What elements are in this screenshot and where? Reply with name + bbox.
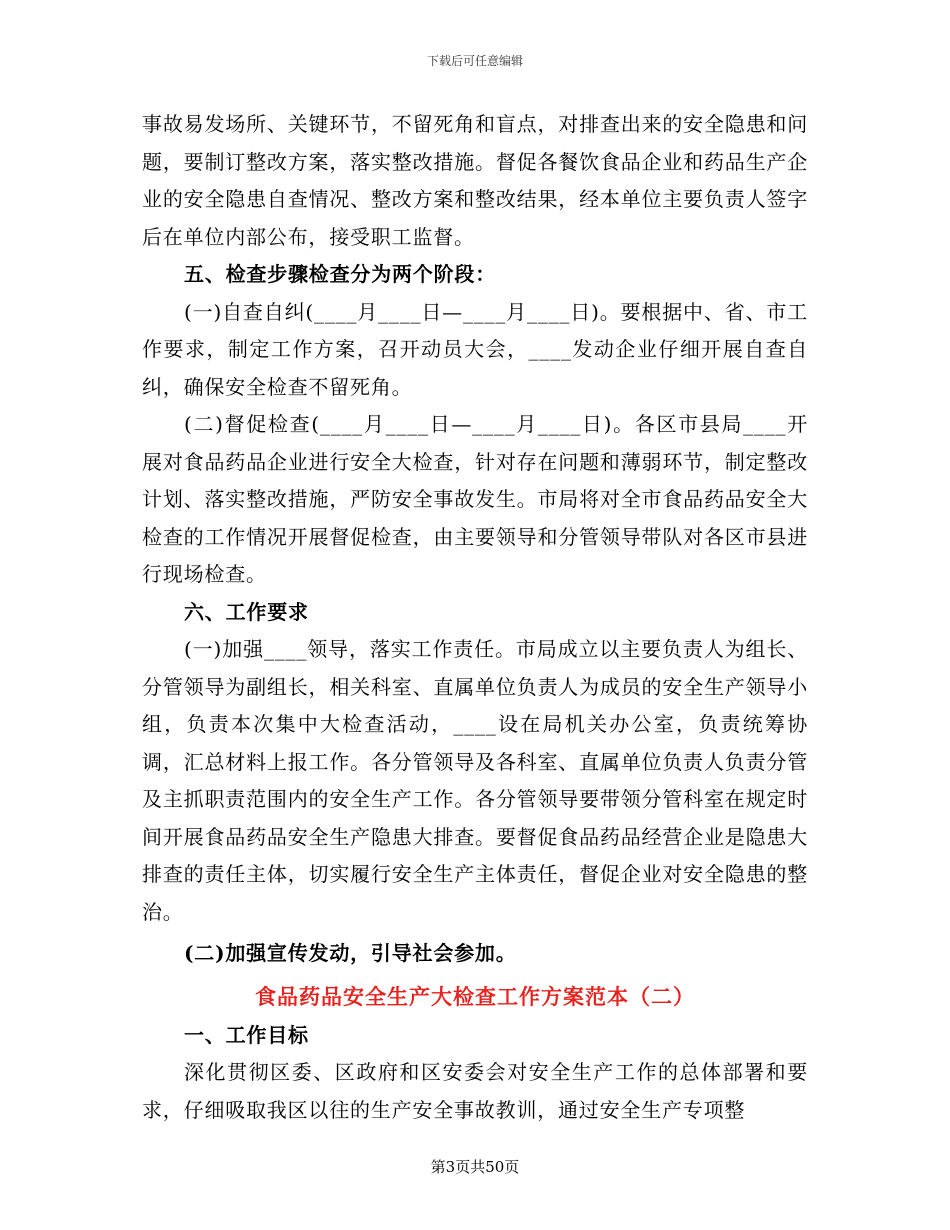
paragraph-strengthen-leadership: (一)加强____领导，落实工作责任。市局成立以主要负责人为组长、分管领导为副组长，相关科室、直属单位负责人为成员的安全生产领导小组，负责本次集中大检查活动，____设在局机关办公室，负责统筹协调，汇总材料上报工作。各分管领导及各科室、直属单位负责人负责分管及主抓职责范围内的安全生产工作。各分管领导要带领分管科室在规定时间开展食品药品安全生产隐患大排查。要督促食品药品经营企业是隐患大排查的责任主体，切实履行安全生产主体责任，督促企业对安全隐患的整治。 [142, 637, 808, 924]
paragraph-supervision-inspection: (二)督促检查(____月____日—____月____日)。各区市县局____开展对食品药品企业进行安全大检查，针对存在问题和薄弱环节，制定整改计划、落实整改措施，严防安全事故发生。市局将对全市食品药品安全大检查的工作情况开展督促检查，由主要领导和分管领导带队对各区市县进行现场检查。 [142, 412, 808, 586]
page-footer: 第3页共50页 [430, 1158, 520, 1176]
paragraph-self-inspection: (一)自查自纠(____月____日—____月____日)。要根据中、省、市工作要求，制定工作方案，召开动员大会，____发动企业仔细开展自查自纠，确保安全检查不留死角。 [142, 299, 808, 399]
paragraph-work-goals: 深化贯彻区委、区政府和区安委会对安全生产工作的总体部署和要求，仔细吸取我区以往的生产安全事故教训，通过安全生产专项整 [142, 1060, 808, 1122]
section-heading-inspection-steps: 五、检查步骤检查分为两个阶段： [184, 262, 496, 286]
document-section-title: 食品药品安全生产大检查工作方案范本（二） [255, 984, 695, 1009]
subheading-publicity: (二)加强宣传发动，引导社会参加。 [184, 941, 517, 965]
page-header: 下载后可任意编辑 [426, 54, 523, 68]
section-heading-work-requirements: 六、工作要求 [184, 599, 309, 624]
paragraph-continuation: 事故易发场所、关键环节，不留死角和盲点，对排查出来的安全隐患和问题，要制订整改方案，落实整改措施。督促各餐饮食品企业和药品生产企业的安全隐患自查情况、整改方案和整改结果，经本单位主要负责人签字后在单位内部公布，接受职工监督。 [142, 112, 808, 249]
document-body [142, 106, 808, 1129]
section-heading-work-goals: 一、工作目标 [184, 1022, 309, 1047]
